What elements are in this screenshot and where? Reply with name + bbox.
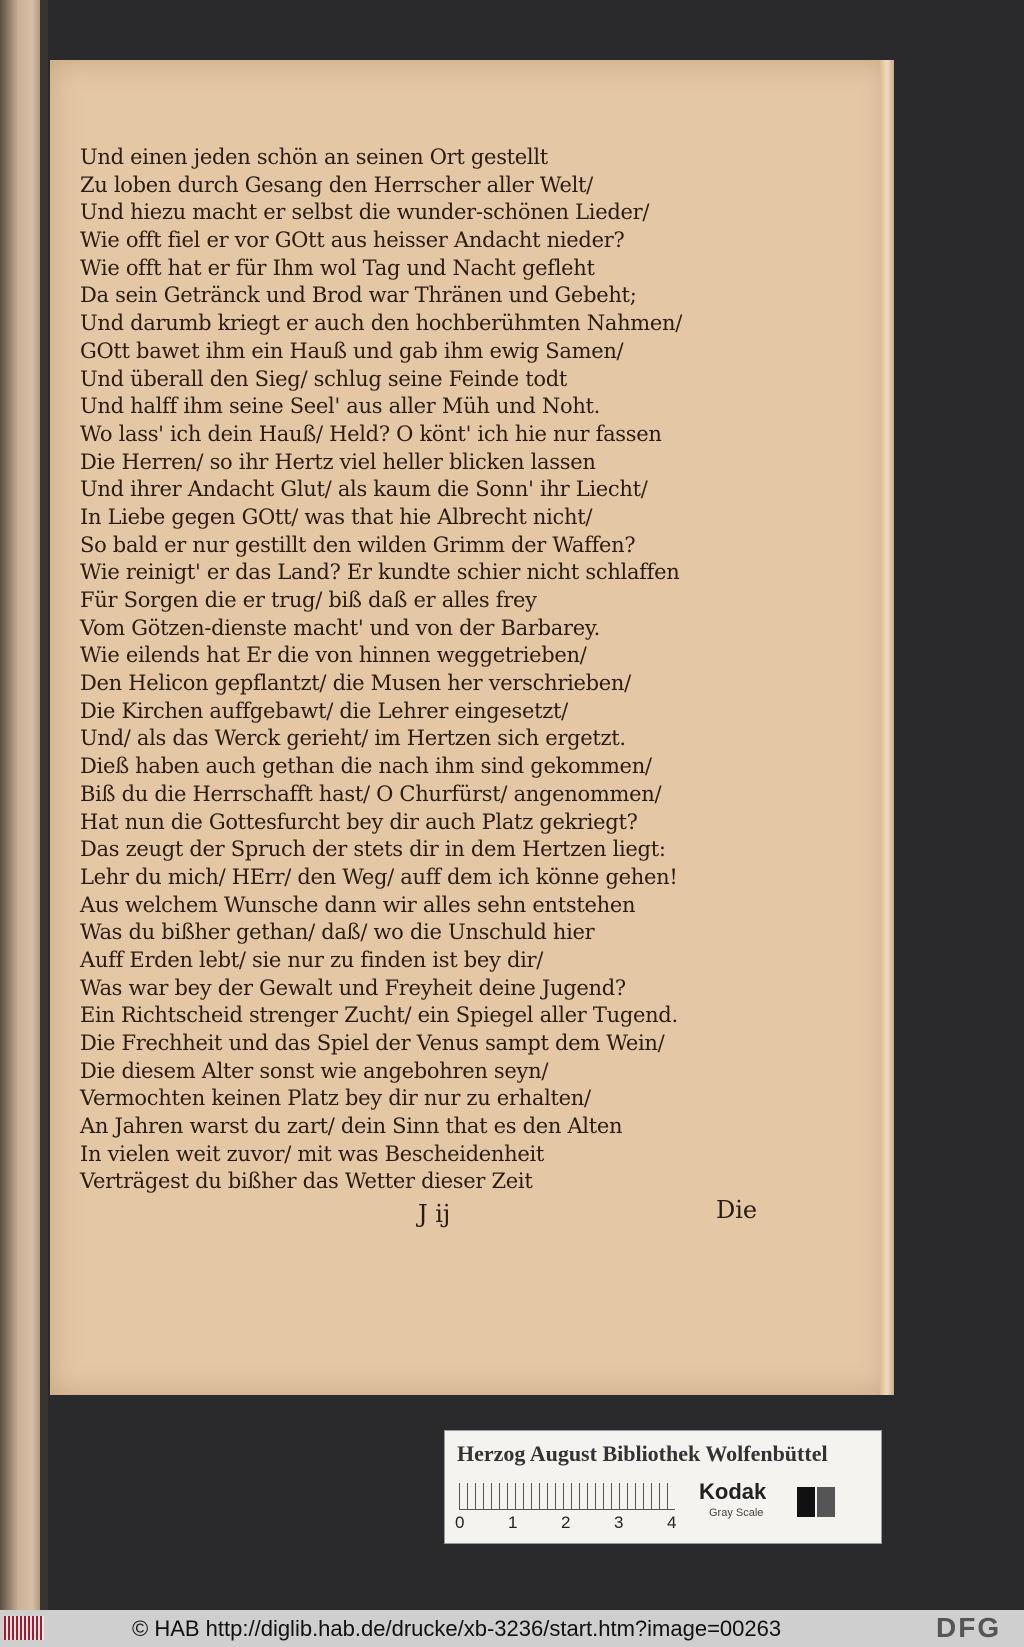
text-line: Wo lass' ich dein Hauß/ Held? O könt' ich hie nur fassen [80,421,662,446]
text-line: Die diesem Alter sonst wie angebohren seyn/ [80,1058,549,1083]
text-line: Biß du die Herrschafft hast/ O Churfürst/ angenommen/ [80,781,662,806]
text-line: Das zeugt der Spruch der stets dir in dem Hertzen liegt: [80,837,666,862]
text-line: Und einen jeden schön an seinen Ort gestellt [80,145,548,169]
kodak-logo: Kodak [699,1479,767,1504]
catchword: Die [716,1196,758,1224]
text-line: Aus welchem Wunsche dann wir alles sehn entstehen [80,892,636,917]
gutter-shadow [40,0,48,1610]
ruler-number: 1 [508,1513,518,1532]
gray-swatch-mid [817,1487,835,1517]
text-line: Zu loben durch Gesang den Herrscher aller Welt/ [80,172,593,197]
text-line: Vom Götzen-dienste macht' und von der Barbarey. [80,615,601,640]
ruler-number: 3 [614,1513,624,1532]
ruler-number: 0 [455,1513,465,1532]
text-line: Lehr du mich/ HErr/ den Weg/ auff dem ich könne gehen! [80,864,678,889]
ruler-number: 2 [561,1513,571,1532]
text-line: Wie reinigt' er das Land? Er kundte schier nicht schlaffen [80,560,680,585]
text-line: Wie offt fiel er vor GOtt aus heisser Andacht nieder? [80,228,625,253]
poem-text [80,144,780,1196]
text-line: Und darumb kriegt er auch den hochberühmten Nahmen/ [80,311,683,336]
text-line: Und ihrer Andacht Glut/ als kaum die Sonn' ihr Liecht/ [80,477,648,502]
text-line: GOtt bawet ihm ein Hauß und gab ihm ewig Samen/ [80,338,624,363]
text-line: In Liebe gegen GOtt/ was that hie Albrecht nicht/ [80,504,593,529]
text-line: Die Herren/ so ihr Hertz viel heller blicken lassen [80,449,596,474]
text-line: Was war bey der Gewalt und Freyheit deine Jugend? [80,975,626,1000]
measurement-ruler [459,1483,675,1510]
text-line: Verträgest du bißher das Wetter dieser Zeit [80,1169,533,1194]
text-line: In vielen weit zuvor/ mit was Bescheidenheit [80,1141,545,1166]
text-line: Und überall den Sieg/ schlug seine Feinde todt [80,366,567,391]
footer-bar [0,1610,1024,1647]
text-line: Die Kirchen auffgebawt/ die Lehrer eingesetzt/ [80,698,568,723]
signature-mark: J ij [418,1200,451,1228]
text-line: Für Sorgen die er trug/ biß daß er alles frey [80,588,537,612]
text-line: Vermochten keinen Platz bey dir nur zu erhalten/ [80,1086,591,1111]
barcode-icon [4,1616,44,1640]
gray-swatch-dark [797,1487,815,1517]
text-line: Die Frechheit und das Spiel der Venus sampt dem Wein/ [80,1031,665,1055]
text-line: Was du bißher gethan/ daß/ wo die Unschuld hier [80,920,595,945]
text-line: Wie eilends hat Er die von hinnen weggetrieben/ [80,643,587,668]
footer-credit[interactable]: © HAB http://diglib.hab.de/drucke/xb-3236/start.htm?image=00263 [132,1616,782,1641]
text-line: Da sein Getränck und Brod war Thränen und Gebeht; [80,283,637,308]
text-line: Dieß haben auch gethan die nach ihm sind gekommen/ [80,754,652,779]
text-line: Wie offt hat er für Ihm wol Tag und Nacht gefleht [80,255,595,280]
text-line: Ein Richtscheid strenger Zucht/ ein Spiegel aller Tugend. [80,1003,678,1028]
library-name: Herzog August Bibliothek Wolfenbüttel [457,1441,828,1466]
text-line: Hat nun die Gottesfurcht bey dir auch Platz gekriegt? [80,809,638,834]
reference-card [444,1430,882,1544]
text-line: Den Helicon gepflantzt/ die Musen her verschrieben/ [80,671,631,696]
text-line: So bald er nur gestillt den wilden Grimm der Waffen? [80,532,636,557]
ruler-numbers [455,1513,695,1535]
ruler-number: 4 [667,1513,677,1532]
text-line: Auff Erden lebt/ sie nur zu finden ist bey dir/ [80,947,544,972]
page-fore-edge [880,60,894,1395]
text-line: Und hiezu macht er selbst die wunder-schönen Lieder/ [80,200,650,225]
text-line: An Jahren warst du zart/ dein Sinn that es den Alten [80,1114,623,1139]
text-line: Und halff ihm seine Seel' aus aller Müh und Noht. [80,394,601,419]
dfg-logo: DFG [936,1612,1002,1643]
text-line: Und/ als das Werck gerieht/ im Hertzen sich ergetzt. [80,726,626,751]
gray-scale-label: Gray Scale [709,1507,764,1519]
